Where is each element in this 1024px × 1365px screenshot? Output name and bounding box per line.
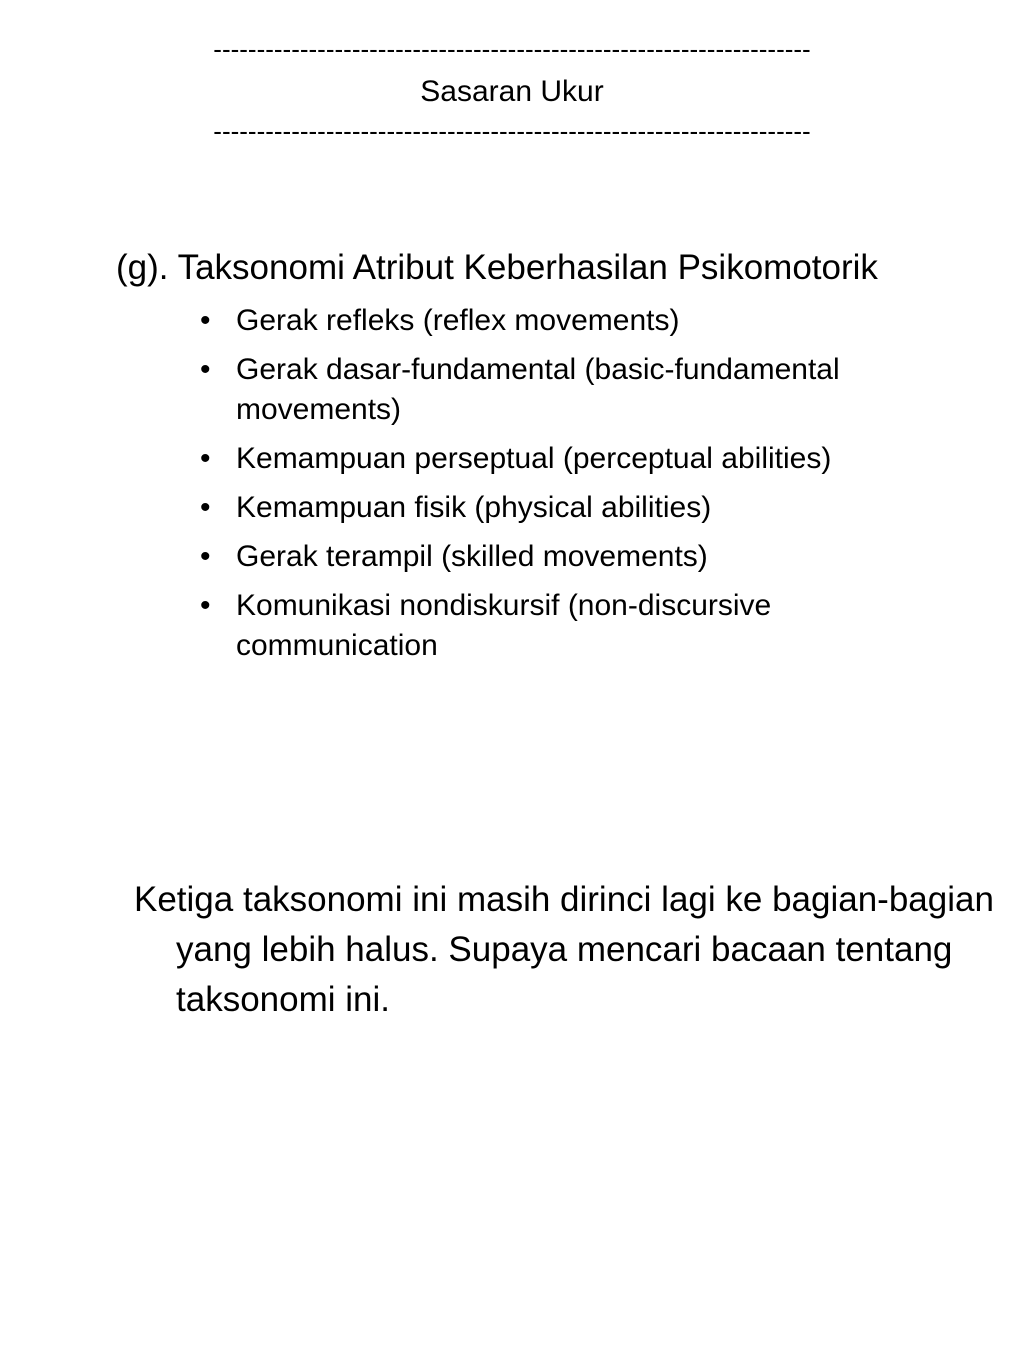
bullet-icon: • bbox=[200, 304, 211, 337]
list-item-label: Komunikasi nondiskursif (non-discursive communication bbox=[236, 589, 772, 662]
list-item bbox=[198, 439, 958, 479]
bullet-icon: • bbox=[200, 540, 211, 573]
list-item-label: Gerak refleks (reflex movements) bbox=[236, 304, 680, 337]
bullet-icon: • bbox=[200, 353, 211, 386]
header-rule-bottom: --------------------------------------------------------------------- bbox=[213, 116, 811, 146]
page-title: Sasaran Ukur bbox=[420, 75, 604, 108]
bullet-icon: • bbox=[200, 589, 211, 622]
section-heading: (g). Taksonomi Atribut Keberhasilan Psikomotorik bbox=[116, 248, 878, 287]
list-item bbox=[198, 301, 958, 341]
list-item bbox=[198, 488, 958, 528]
header-rule-top: --------------------------------------------------------------------- bbox=[213, 34, 811, 64]
closing-paragraph: Ketiga taksonomi ini masih dirinci lagi ke bagian-bagian yang lebih halus. Supaya mencari bacaan tentang taksonomi ini. bbox=[134, 880, 994, 1019]
list-item-label: Gerak dasar-fundamental (basic-fundamental movements) bbox=[236, 353, 840, 426]
taxonomy-list bbox=[198, 301, 958, 675]
list-item bbox=[198, 350, 958, 430]
list-item bbox=[198, 586, 958, 666]
bullet-icon: • bbox=[200, 442, 211, 475]
list-item bbox=[198, 537, 958, 577]
bullet-icon: • bbox=[200, 491, 211, 524]
list-item-label: Kemampuan fisik (physical abilities) bbox=[236, 491, 712, 524]
list-item-label: Kemampuan perseptual (perceptual abilities) bbox=[236, 442, 832, 475]
list-item-label: Gerak terampil (skilled movements) bbox=[236, 540, 708, 573]
